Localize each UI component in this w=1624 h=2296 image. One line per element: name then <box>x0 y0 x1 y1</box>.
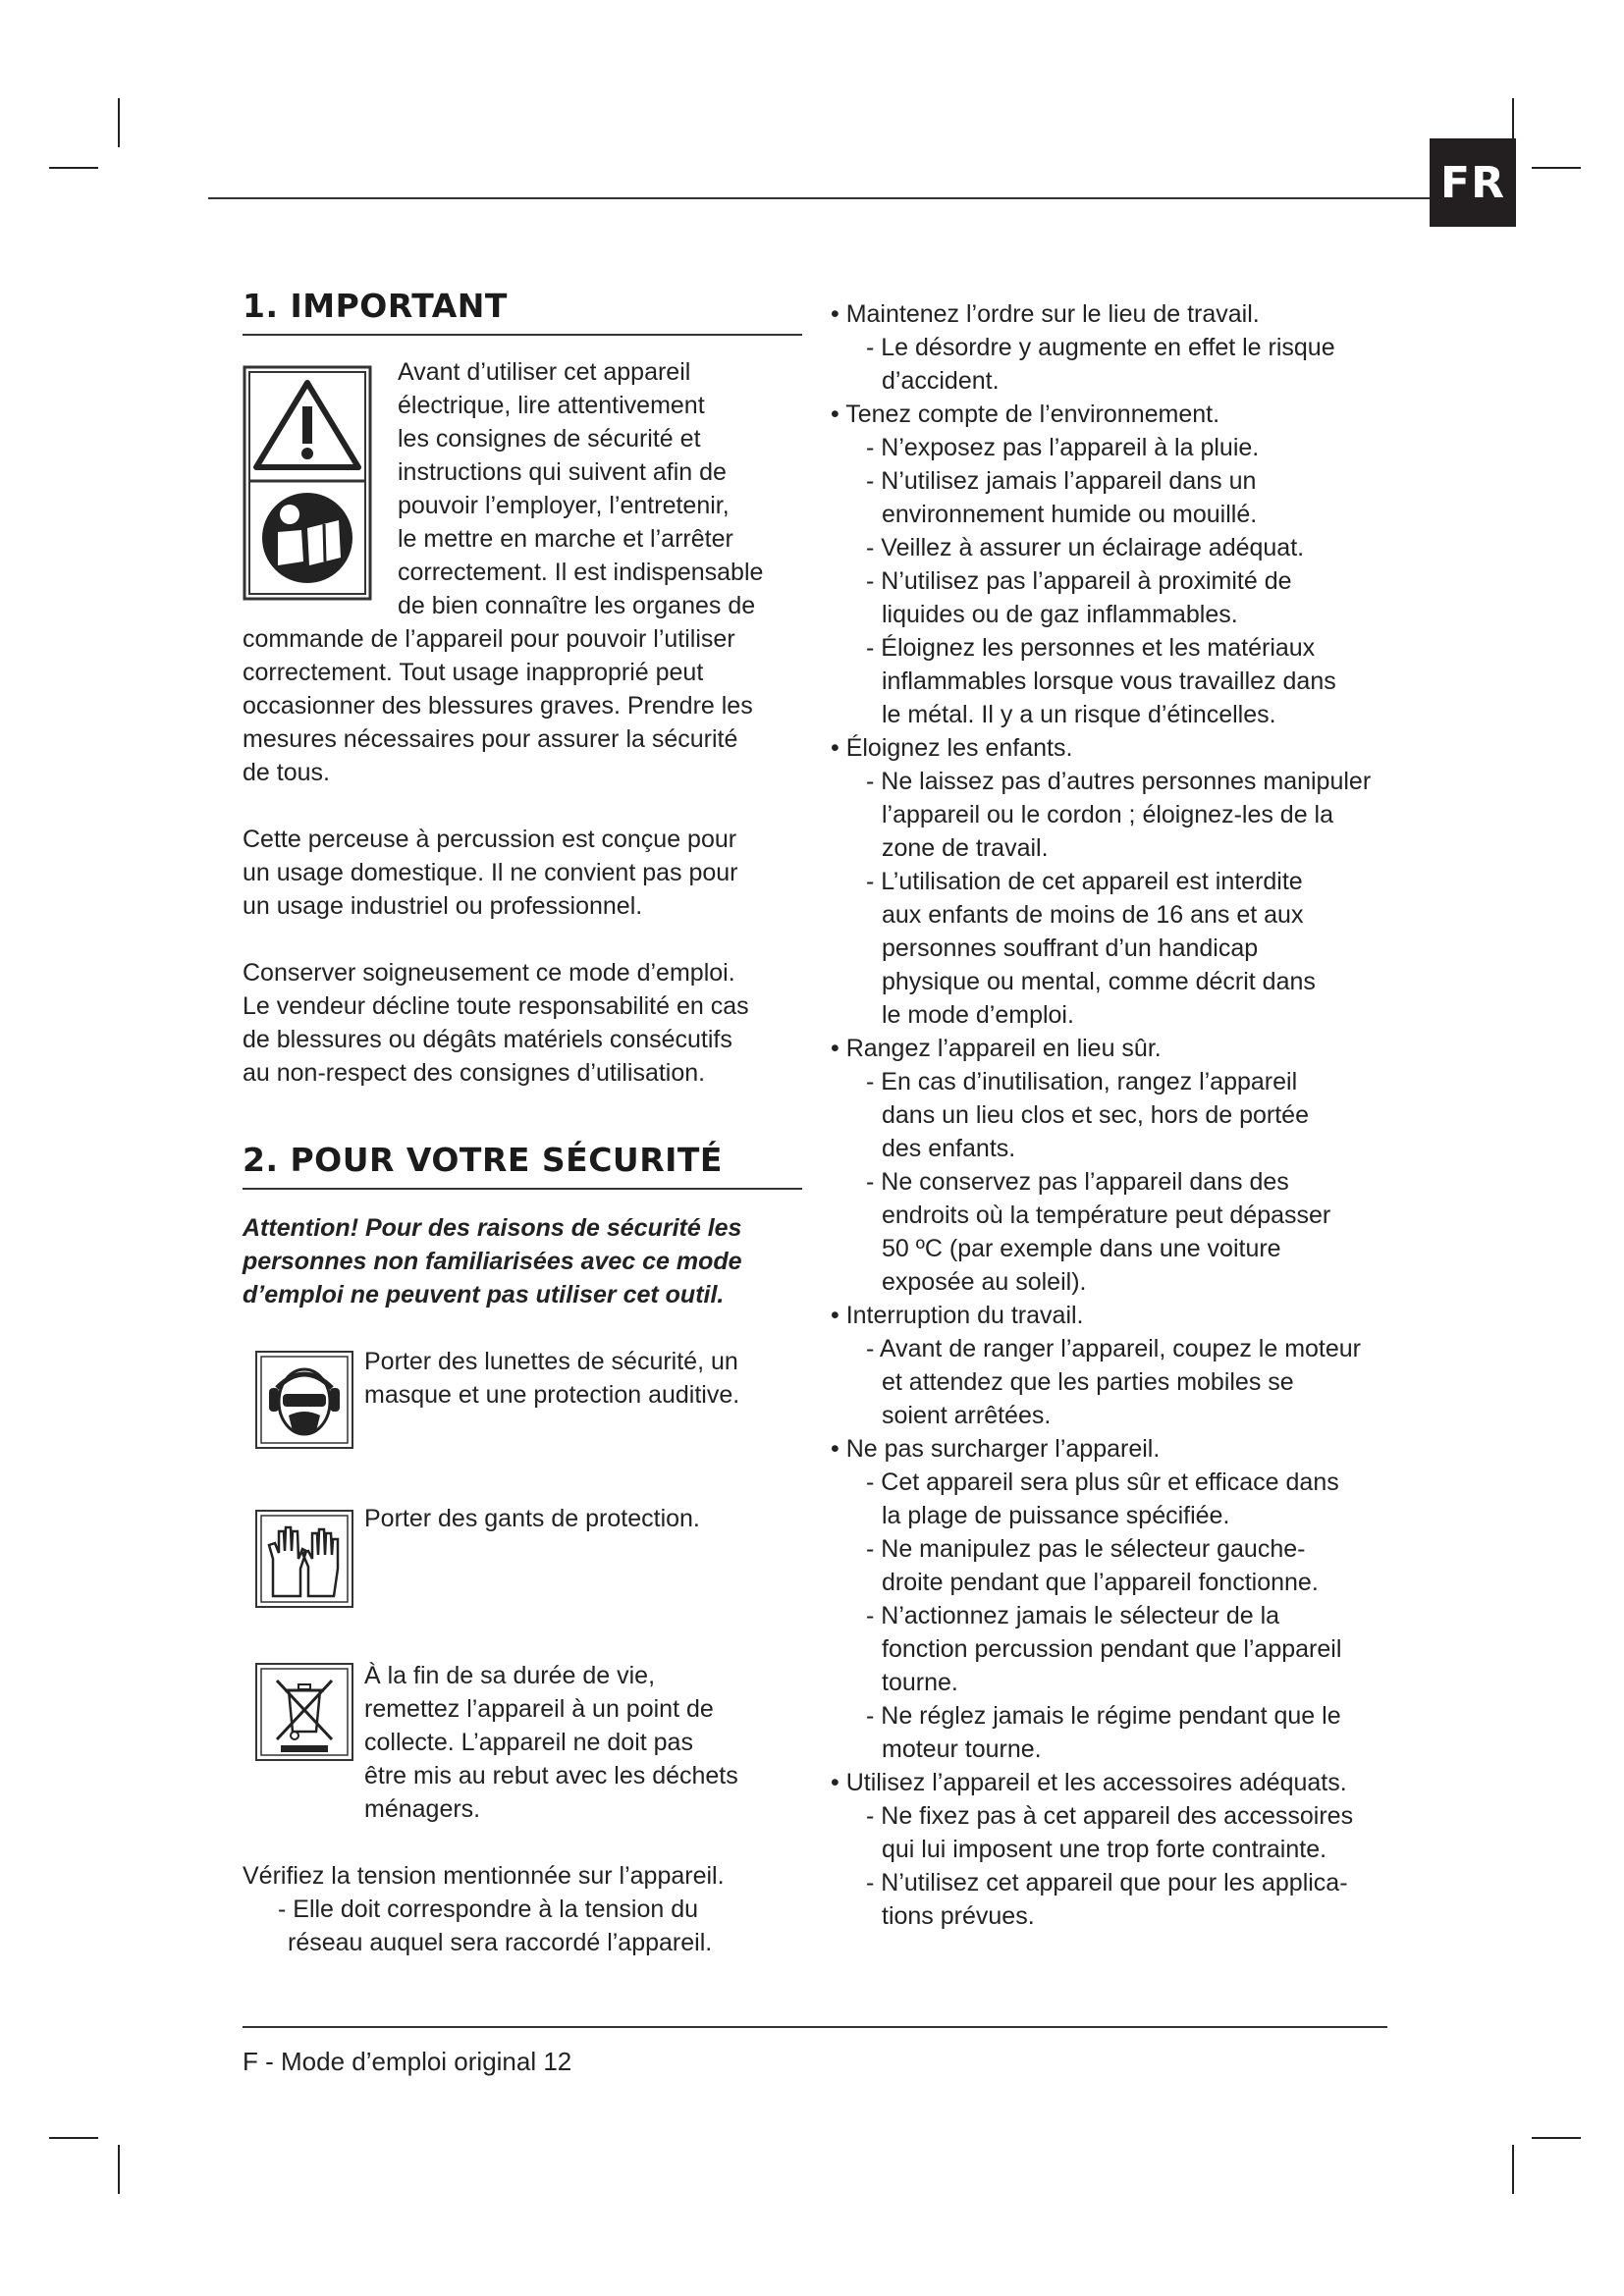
text-line: et attendez que les parties mobiles se <box>882 1368 1294 1396</box>
sub-item: - N’utilisez jamais l’appareil dans un <box>866 467 1257 495</box>
sub-item: - Ne laissez pas d’autres personnes manipuler <box>866 768 1372 795</box>
text-line: commande de l’appareil pour pouvoir l’utiliser <box>243 625 735 653</box>
text-line: masque et une protection auditive. <box>364 1381 740 1409</box>
text-line: l’appareil ou le cordon ; éloignez-les de la <box>882 801 1334 828</box>
text-line: d’accident. <box>882 367 1000 395</box>
crossed-bin-icon <box>255 1663 353 1761</box>
bullet-item: • Rangez l’appareil en lieu sûr. <box>831 1035 1162 1062</box>
text-line: des enfants. <box>882 1135 1016 1162</box>
voltage-block <box>243 1859 802 1959</box>
text-line: fonction percussion pendant que l’appareil <box>882 1635 1342 1663</box>
text-line: Vérifiez la tension mentionnée sur l’appareil. <box>243 1862 725 1890</box>
sub-item: - Ne manipulez pas le sélecteur gauche- <box>866 1535 1306 1563</box>
sub-item: - Éloignez les personnes et les matériaux <box>866 634 1316 662</box>
crop-mark <box>1532 2137 1581 2139</box>
sub-item: - L’utilisation de cet appareil est interdite <box>866 868 1303 895</box>
text-line: endroits où la température peut dépasser <box>882 1201 1331 1229</box>
crop-mark <box>49 167 98 169</box>
text-line: pouvoir l’employer, l’entretenir, <box>398 492 730 519</box>
right-column <box>831 297 1410 1933</box>
text-line: de tous. <box>243 759 330 786</box>
section-heading-important: 1. IMPORTANT <box>243 287 508 325</box>
text-line: personnes non familiarisées avec ce mode <box>243 1248 742 1275</box>
sub-item: - Ne fixez pas à cet appareil des accessoires <box>866 1802 1354 1830</box>
text-line: tions prévues. <box>882 1902 1035 1930</box>
text-line: de blessures ou dégâts matériels consécutifs <box>243 1026 732 1053</box>
ppe-row <box>243 1345 802 1472</box>
text-line: Attention! Pour des raisons de sécurité les <box>243 1214 742 1242</box>
intro-wrapped-text <box>398 355 802 622</box>
bullet-item: • Tenez compte de l’environnement. <box>831 400 1220 428</box>
crop-mark <box>118 98 120 147</box>
ppe-face-icon <box>255 1351 353 1449</box>
sub-item: - N’utilisez pas l’appareil à proximité de <box>866 567 1292 595</box>
text-line: Porter des gants de protection. <box>364 1505 700 1532</box>
bullet-item: • Utilisez l’appareil et les accessoires adéquats. <box>831 1769 1347 1796</box>
text-line: être mis au rebut avec les déchets <box>364 1762 738 1789</box>
text-line: correctement. Tout usage inapproprié peut <box>243 659 704 686</box>
intro-block <box>243 355 802 789</box>
disposal-text <box>364 1659 802 1826</box>
text-line: exposée au soleil). <box>882 1268 1087 1296</box>
text-line: occasionner des blessures graves. Prendre les <box>243 692 753 720</box>
safety-warning <box>243 1211 802 1311</box>
language-tab: FR <box>1430 138 1516 227</box>
heading-rule <box>243 1188 802 1190</box>
text-line: - Elle doit correspondre à la tension du <box>278 1896 699 1923</box>
sub-item: - N’exposez pas l’appareil à la pluie. <box>866 434 1260 461</box>
warning-manual-icon <box>243 365 372 601</box>
text-line: soient arrêtées. <box>882 1402 1052 1429</box>
left-column <box>243 287 802 1959</box>
ppe-text <box>364 1345 802 1412</box>
text-line: ménagers. <box>364 1795 481 1823</box>
text-line: au non-respect des consignes d’utilisation. <box>243 1059 706 1087</box>
text-line: droite pendant que l’appareil fonctionne. <box>882 1569 1319 1596</box>
sub-item: - N’utilisez cet appareil que pour les applica- <box>866 1869 1348 1896</box>
text-line: instructions qui suivent afin de <box>398 458 727 486</box>
footer-rule <box>243 2026 1387 2028</box>
text-line: 50 ºC (par exemple dans une voiture <box>882 1235 1281 1262</box>
text-line: d’emploi ne peuvent pas utiliser cet outil. <box>243 1281 725 1308</box>
text-line: moteur tourne. <box>882 1735 1042 1763</box>
gloves-text <box>364 1502 802 1535</box>
paragraph-purpose <box>243 823 802 923</box>
text-line: environnement humide ou mouillé. <box>882 501 1258 528</box>
text-line: zone de travail. <box>882 834 1049 862</box>
sub-item: - En cas d’inutilisation, rangez l’appareil <box>866 1068 1298 1095</box>
text-line: le métal. Il y a un risque d’étincelles. <box>882 701 1276 728</box>
text-line: les consignes de sécurité et <box>398 425 701 453</box>
text-line: la plage de puissance spécifiée. <box>882 1502 1230 1529</box>
text-line: collecte. L’appareil ne doit pas <box>364 1729 693 1756</box>
text-line: correctement. Il est indispensable <box>398 559 764 586</box>
text-line: tourne. <box>882 1669 958 1696</box>
text-line: un usage industriel ou professionnel. <box>243 892 643 920</box>
text-line: Porter des lunettes de sécurité, un <box>364 1348 738 1375</box>
bullet-item: • Éloignez les enfants. <box>831 734 1073 762</box>
gloves-row <box>243 1502 802 1639</box>
text-line: personnes souffrant d’un handicap <box>882 934 1259 962</box>
text-line: mesures nécessaires pour assurer la sécurité <box>243 725 738 753</box>
crop-mark <box>49 2137 98 2139</box>
bullet-item: • Interruption du travail. <box>831 1302 1084 1329</box>
sub-item: - Ne réglez jamais le régime pendant que le <box>866 1702 1341 1730</box>
text-line: le mode d’emploi. <box>882 1001 1074 1029</box>
crop-mark <box>118 2145 120 2194</box>
sub-item: - Avant de ranger l’appareil, coupez le moteur <box>866 1335 1362 1362</box>
text-line: électrique, lire attentivement <box>398 392 705 419</box>
text-line: physique ou mental, comme décrit dans <box>882 968 1316 995</box>
sub-item: - Le désordre y augmente en effet le risque <box>866 334 1335 361</box>
text-line: Cette perceuse à percussion est conçue pour <box>243 826 737 853</box>
sub-item: - Veillez à assurer un éclairage adéquat. <box>866 534 1305 561</box>
text-line: Conserver soigneusement ce mode d’emploi. <box>243 959 735 987</box>
page-footer: F - Mode d’emploi original 12 <box>243 2047 572 2076</box>
text-line: Le vendeur décline toute responsabilité en cas <box>243 992 749 1020</box>
bullet-item: • Ne pas surcharger l’appareil. <box>831 1435 1161 1463</box>
sub-item: - Cet appareil sera plus sûr et efficace dans <box>866 1468 1339 1496</box>
text-line: aux enfants de moins de 16 ans et aux <box>882 901 1304 929</box>
header-rule <box>208 197 1430 199</box>
paragraph-keep-manual <box>243 956 802 1090</box>
gloves-icon <box>255 1510 353 1608</box>
text-line: le mettre en marche et l’arrêter <box>398 525 733 553</box>
text-line: de bien connaître les organes de <box>398 592 756 619</box>
disposal-row <box>243 1659 802 1826</box>
sub-item: - N’actionnez jamais le sélecteur de la <box>866 1602 1280 1629</box>
intro-rest-text <box>243 622 802 789</box>
section-heading-safety: 2. POUR VOTRE SÉCURITÉ <box>243 1141 723 1179</box>
crop-mark <box>1512 2145 1514 2194</box>
sub-item: - Ne conservez pas l’appareil dans des <box>866 1168 1289 1196</box>
text-line: remettez l’appareil à un point de <box>364 1695 714 1723</box>
text-line: réseau auquel sera raccordé l’appareil. <box>288 1929 713 1956</box>
text-line: À la fin de sa durée de vie, <box>364 1662 656 1689</box>
text-line: dans un lieu clos et sec, hors de portée <box>882 1101 1309 1129</box>
text-line: un usage domestique. Il ne convient pas pour <box>243 859 738 886</box>
text-line: liquides ou de gaz inflammables. <box>882 601 1238 628</box>
bullet-item: • Maintenez l’ordre sur le lieu de travail. <box>831 300 1260 328</box>
text-line: Avant d’utiliser cet appareil <box>398 358 691 386</box>
text-line: inflammables lorsque vous travaillez dans <box>882 667 1336 695</box>
text-line: qui lui imposent une trop forte contrainte. <box>882 1836 1327 1863</box>
crop-mark <box>1532 167 1581 169</box>
heading-rule <box>243 334 802 336</box>
